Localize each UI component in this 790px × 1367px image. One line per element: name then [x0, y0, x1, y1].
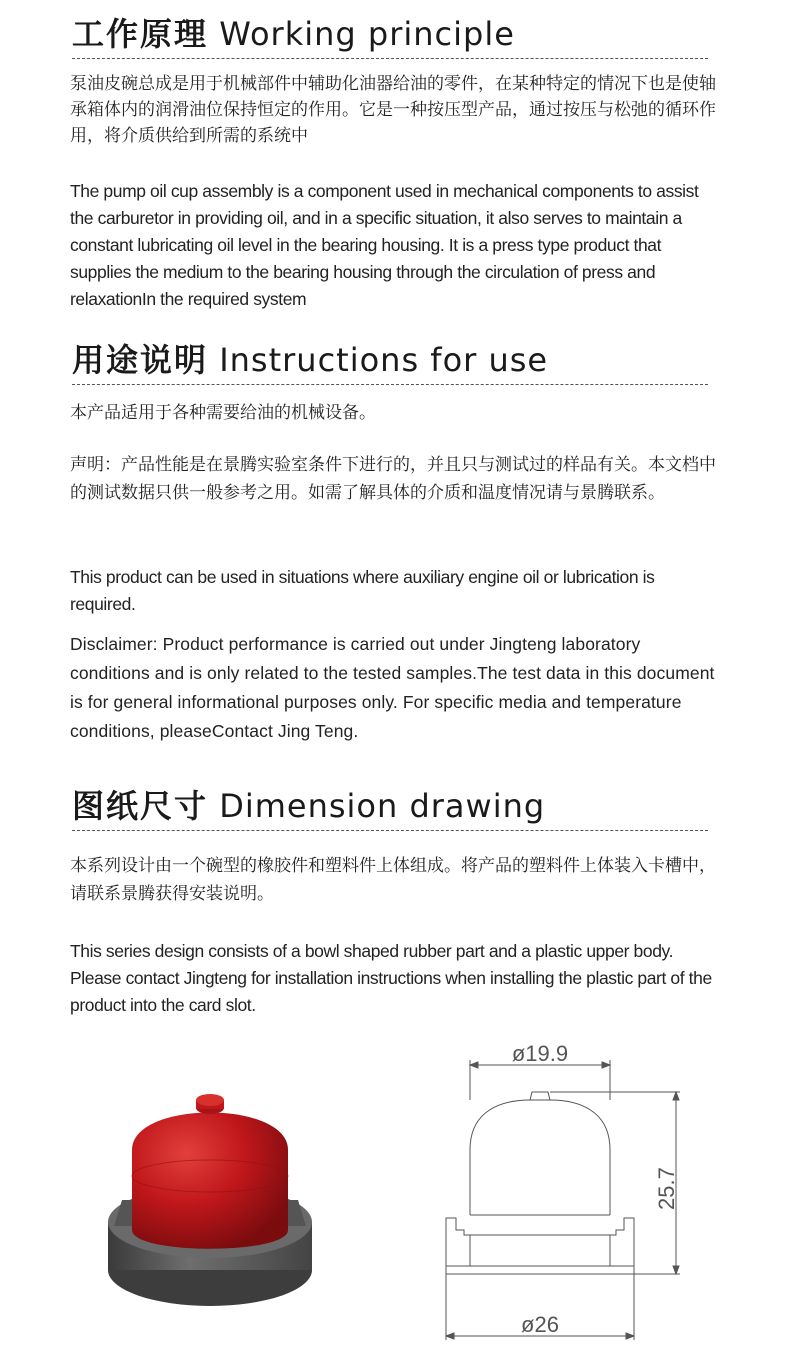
product-render-image: [100, 1080, 320, 1320]
divider: [72, 830, 708, 831]
section-title: [72, 786, 712, 826]
title-en: Working principle: [219, 15, 515, 53]
dimension-drawing: [440, 1040, 690, 1350]
divider: [72, 58, 708, 59]
dimension-header: [72, 786, 712, 831]
dimension-body-en: This series design consists of a bowl shaped rubber part and a plastic upper body. Please contact Jingteng for installation instructions when installing the plastic part of the product into the card slot.: [70, 941, 712, 1015]
instructions-body-zh-2: 声明：产品性能是在景腾实验室条件下进行的，并且只与测试过的样品有关。本文档中的测试数据只供一般参考之用。如需了解具体的介质和温度情况请与景腾联系。: [70, 455, 716, 503]
working-body-en: The pump oil cup assembly is a component used in mechanical components to assist the carburetor in providing oil, and in a specific situation, it also serves to maintain a constant lubricating oil level in the bearing housing. It is a press type product that supplies the medium to the bearing housing through the circulation of press and relaxationIn the required system: [70, 181, 699, 309]
section-title: [72, 340, 712, 380]
dim-height-label: 25.7: [654, 1167, 679, 1210]
instructions-header: [72, 340, 712, 385]
section-title: [72, 14, 712, 54]
working-body-zh: 泵油皮碗总成是用于机械部件中辅助化油器给油的零件，在某种特定的情况下也是使轴承箱体内的润滑油位保持恒定的作用。它是一种按压型产品，通过按压与松弛的循环作用，将介质供给到所需的系统中: [70, 74, 716, 146]
dim-top-label: ø19.9: [511, 1041, 569, 1066]
instructions-body-en-1: This product can be used in situations where auxiliary engine oil or lubrication is required.: [70, 567, 655, 614]
dim-bottom-label: ø26: [521, 1312, 559, 1337]
title-zh: 图纸尺寸: [72, 787, 209, 825]
divider: [72, 384, 708, 385]
instructions-body-zh-1: 本产品适用于各种需要给油的机械设备。: [70, 403, 376, 423]
title-zh: 工作原理: [72, 15, 209, 53]
working-principle-header: [72, 14, 712, 59]
title-en: Dimension drawing: [219, 787, 546, 825]
dimension-body-zh: 本系列设计由一个碗型的橡胶件和塑料件上体组成。将产品的塑料件上体装入卡槽中，请联系景腾获得安装说明。: [70, 856, 716, 904]
title-en: Instructions for use: [219, 341, 549, 379]
red-cup: [132, 1113, 288, 1249]
instructions-body-en-2: Disclaimer: Product performance is carried out under Jingteng laboratory conditions and is only related to the tested samples.The test data in this document is for general informational purposes only. For specific media and temperature conditions, pleaseContact Jing Teng.: [70, 634, 715, 741]
title-zh: 用途说明: [72, 341, 209, 379]
